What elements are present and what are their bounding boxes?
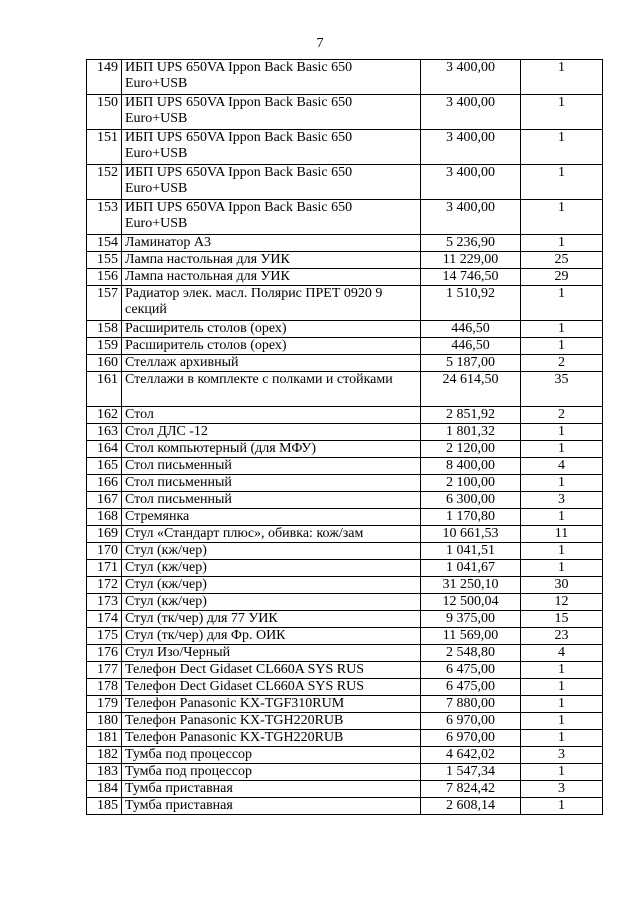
table-row <box>87 372 603 407</box>
item-price: 6 475,00 <box>421 662 521 679</box>
item-price: 1 041,67 <box>421 560 521 577</box>
item-name: Стол письменный <box>122 475 421 492</box>
item-price: 5 187,00 <box>421 355 521 372</box>
item-quantity: 4 <box>521 645 603 662</box>
item-name: ИБП UPS 650VA Ippon Back Basic 650 Euro+USB <box>122 200 421 235</box>
row-number: 158 <box>87 321 122 338</box>
item-name: ИБП UPS 650VA Ippon Back Basic 650 Euro+USB <box>122 60 421 95</box>
item-name: Лампа настольная для УИК <box>122 252 421 269</box>
item-name: Стол письменный <box>122 458 421 475</box>
item-quantity: 1 <box>521 60 603 95</box>
table-row <box>87 560 603 577</box>
item-quantity: 1 <box>521 509 603 526</box>
item-name: Стул (кж/чер) <box>122 560 421 577</box>
item-quantity: 2 <box>521 407 603 424</box>
item-quantity: 1 <box>521 338 603 355</box>
item-quantity: 1 <box>521 321 603 338</box>
inventory-table-body <box>87 60 603 815</box>
item-price: 11 229,00 <box>421 252 521 269</box>
page-number: 7 <box>316 36 324 51</box>
row-number: 180 <box>87 713 122 730</box>
item-price: 6 970,00 <box>421 713 521 730</box>
table-row <box>87 696 603 713</box>
item-quantity: 1 <box>521 200 603 235</box>
item-name: ИБП UPS 650VA Ippon Back Basic 650 Euro+USB <box>122 95 421 130</box>
row-number: 150 <box>87 95 122 130</box>
item-quantity: 1 <box>521 696 603 713</box>
row-number: 172 <box>87 577 122 594</box>
row-number: 153 <box>87 200 122 235</box>
item-quantity: 35 <box>521 372 603 407</box>
item-name: Расширитель столов (орех) <box>122 321 421 338</box>
item-price: 2 608,14 <box>421 798 521 815</box>
row-number: 167 <box>87 492 122 509</box>
item-quantity: 1 <box>521 764 603 781</box>
item-name: Стол письменный <box>122 492 421 509</box>
row-number: 177 <box>87 662 122 679</box>
item-price: 1 510,92 <box>421 286 521 321</box>
item-name: Стул (тк/чер) для Фр. ОИК <box>122 628 421 645</box>
row-number: 179 <box>87 696 122 713</box>
row-number: 171 <box>87 560 122 577</box>
item-name: Стол <box>122 407 421 424</box>
item-price: 6 970,00 <box>421 730 521 747</box>
row-number: 184 <box>87 781 122 798</box>
row-number: 152 <box>87 165 122 200</box>
item-quantity: 1 <box>521 95 603 130</box>
table-row <box>87 628 603 645</box>
item-price: 2 548,80 <box>421 645 521 662</box>
item-name: Стул (кж/чер) <box>122 594 421 611</box>
inventory-table <box>86 59 603 815</box>
item-quantity: 25 <box>521 252 603 269</box>
table-row <box>87 458 603 475</box>
item-quantity: 1 <box>521 235 603 252</box>
item-quantity: 2 <box>521 355 603 372</box>
table-row <box>87 509 603 526</box>
item-price: 6 475,00 <box>421 679 521 696</box>
item-quantity: 1 <box>521 424 603 441</box>
table-row <box>87 252 603 269</box>
item-price: 2 851,92 <box>421 407 521 424</box>
item-name: ИБП UPS 650VA Ippon Back Basic 650 Euro+USB <box>122 165 421 200</box>
item-price: 2 120,00 <box>421 441 521 458</box>
item-price: 1 547,34 <box>421 764 521 781</box>
item-quantity: 12 <box>521 594 603 611</box>
item-price: 11 569,00 <box>421 628 521 645</box>
item-quantity: 1 <box>521 165 603 200</box>
table-row <box>87 475 603 492</box>
row-number: 168 <box>87 509 122 526</box>
item-quantity: 1 <box>521 560 603 577</box>
table-row <box>87 130 603 165</box>
table-row <box>87 798 603 815</box>
row-number: 166 <box>87 475 122 492</box>
item-price: 14 746,50 <box>421 269 521 286</box>
item-price: 1 170,80 <box>421 509 521 526</box>
item-name: Стеллажи в комплекте с полками и стойками <box>122 372 421 407</box>
table-row <box>87 611 603 628</box>
item-price: 7 824,42 <box>421 781 521 798</box>
item-price: 5 236,90 <box>421 235 521 252</box>
item-price: 24 614,50 <box>421 372 521 407</box>
item-quantity: 1 <box>521 286 603 321</box>
table-row <box>87 764 603 781</box>
item-name: Телефон Panasonic KX-TGH220RUB <box>122 730 421 747</box>
item-price: 3 400,00 <box>421 130 521 165</box>
row-number: 176 <box>87 645 122 662</box>
item-name: Телефон Panasonic KX-TGH220RUB <box>122 713 421 730</box>
table-row <box>87 747 603 764</box>
item-price: 2 100,00 <box>421 475 521 492</box>
row-number: 182 <box>87 747 122 764</box>
item-price: 3 400,00 <box>421 165 521 200</box>
row-number: 165 <box>87 458 122 475</box>
table-row <box>87 200 603 235</box>
table-row <box>87 781 603 798</box>
table-row <box>87 60 603 95</box>
item-quantity: 29 <box>521 269 603 286</box>
row-number: 174 <box>87 611 122 628</box>
row-number: 173 <box>87 594 122 611</box>
item-quantity: 3 <box>521 747 603 764</box>
item-price: 3 400,00 <box>421 200 521 235</box>
item-price: 3 400,00 <box>421 60 521 95</box>
item-name: Тумба приставная <box>122 781 421 798</box>
table-row <box>87 165 603 200</box>
item-quantity: 1 <box>521 441 603 458</box>
row-number: 154 <box>87 235 122 252</box>
item-name: Телефон Panasonic KX-TGF310RUM <box>122 696 421 713</box>
item-quantity: 1 <box>521 475 603 492</box>
table-row <box>87 95 603 130</box>
item-quantity: 1 <box>521 730 603 747</box>
item-name: Тумба под процессор <box>122 764 421 781</box>
item-name: Стремянка <box>122 509 421 526</box>
row-number: 181 <box>87 730 122 747</box>
item-quantity: 1 <box>521 679 603 696</box>
row-number: 183 <box>87 764 122 781</box>
item-price: 4 642,02 <box>421 747 521 764</box>
row-number: 162 <box>87 407 122 424</box>
item-quantity: 1 <box>521 130 603 165</box>
table-row <box>87 441 603 458</box>
row-number: 175 <box>87 628 122 645</box>
row-number: 151 <box>87 130 122 165</box>
item-quantity: 15 <box>521 611 603 628</box>
item-name: Тумба под процессор <box>122 747 421 764</box>
table-row <box>87 355 603 372</box>
item-quantity: 3 <box>521 492 603 509</box>
item-name: Стол компьютерный (для МФУ) <box>122 441 421 458</box>
row-number: 164 <box>87 441 122 458</box>
item-name: Ламинатор А3 <box>122 235 421 252</box>
row-number: 169 <box>87 526 122 543</box>
item-name: Телефон Dect Gidaset CL660A SYS RUS <box>122 679 421 696</box>
row-number: 149 <box>87 60 122 95</box>
item-quantity: 1 <box>521 798 603 815</box>
item-price: 6 300,00 <box>421 492 521 509</box>
item-price: 446,50 <box>421 338 521 355</box>
item-price: 10 661,53 <box>421 526 521 543</box>
table-row <box>87 543 603 560</box>
row-number: 155 <box>87 252 122 269</box>
item-price: 1 041,51 <box>421 543 521 560</box>
table-row <box>87 594 603 611</box>
item-name: Лампа настольная для УИК <box>122 269 421 286</box>
item-quantity: 1 <box>521 543 603 560</box>
item-quantity: 11 <box>521 526 603 543</box>
row-number: 159 <box>87 338 122 355</box>
item-name: Стул (кж/чер) <box>122 577 421 594</box>
item-name: Стул «Стандарт плюс», обивка: кож/зам <box>122 526 421 543</box>
item-name: Стул (тк/чер) для 77 УИК <box>122 611 421 628</box>
item-price: 1 801,32 <box>421 424 521 441</box>
item-quantity: 30 <box>521 577 603 594</box>
table-row <box>87 577 603 594</box>
row-number: 157 <box>87 286 122 321</box>
item-name: Стул Изо/Черный <box>122 645 421 662</box>
table-row <box>87 321 603 338</box>
table-row <box>87 235 603 252</box>
table-row <box>87 286 603 321</box>
table-row <box>87 713 603 730</box>
table-row <box>87 424 603 441</box>
row-number: 178 <box>87 679 122 696</box>
item-name: Стеллаж архивный <box>122 355 421 372</box>
row-number: 170 <box>87 543 122 560</box>
item-price: 9 375,00 <box>421 611 521 628</box>
table-row <box>87 730 603 747</box>
table-row <box>87 645 603 662</box>
table-row <box>87 407 603 424</box>
row-number: 161 <box>87 372 122 407</box>
item-name: Стол ДЛС -12 <box>122 424 421 441</box>
row-number: 160 <box>87 355 122 372</box>
table-row <box>87 526 603 543</box>
item-price: 7 880,00 <box>421 696 521 713</box>
item-price: 446,50 <box>421 321 521 338</box>
item-name: Стул (кж/чер) <box>122 543 421 560</box>
table-row <box>87 662 603 679</box>
item-quantity: 1 <box>521 662 603 679</box>
item-quantity: 4 <box>521 458 603 475</box>
item-name: Тумба приставная <box>122 798 421 815</box>
item-price: 8 400,00 <box>421 458 521 475</box>
row-number: 156 <box>87 269 122 286</box>
row-number: 163 <box>87 424 122 441</box>
item-quantity: 3 <box>521 781 603 798</box>
item-name: Расширитель столов (орех) <box>122 338 421 355</box>
row-number: 185 <box>87 798 122 815</box>
item-name: ИБП UPS 650VA Ippon Back Basic 650 Euro+USB <box>122 130 421 165</box>
item-price: 3 400,00 <box>421 95 521 130</box>
item-quantity: 1 <box>521 713 603 730</box>
item-name: Радиатор элек. масл. Полярис ПРЕТ 0920 9 секций <box>122 286 421 321</box>
table-row <box>87 492 603 509</box>
item-quantity: 23 <box>521 628 603 645</box>
item-price: 31 250,10 <box>421 577 521 594</box>
item-name: Телефон Dect Gidaset CL660A SYS RUS <box>122 662 421 679</box>
table-row <box>87 269 603 286</box>
table-row <box>87 338 603 355</box>
table-row <box>87 679 603 696</box>
item-price: 12 500,04 <box>421 594 521 611</box>
